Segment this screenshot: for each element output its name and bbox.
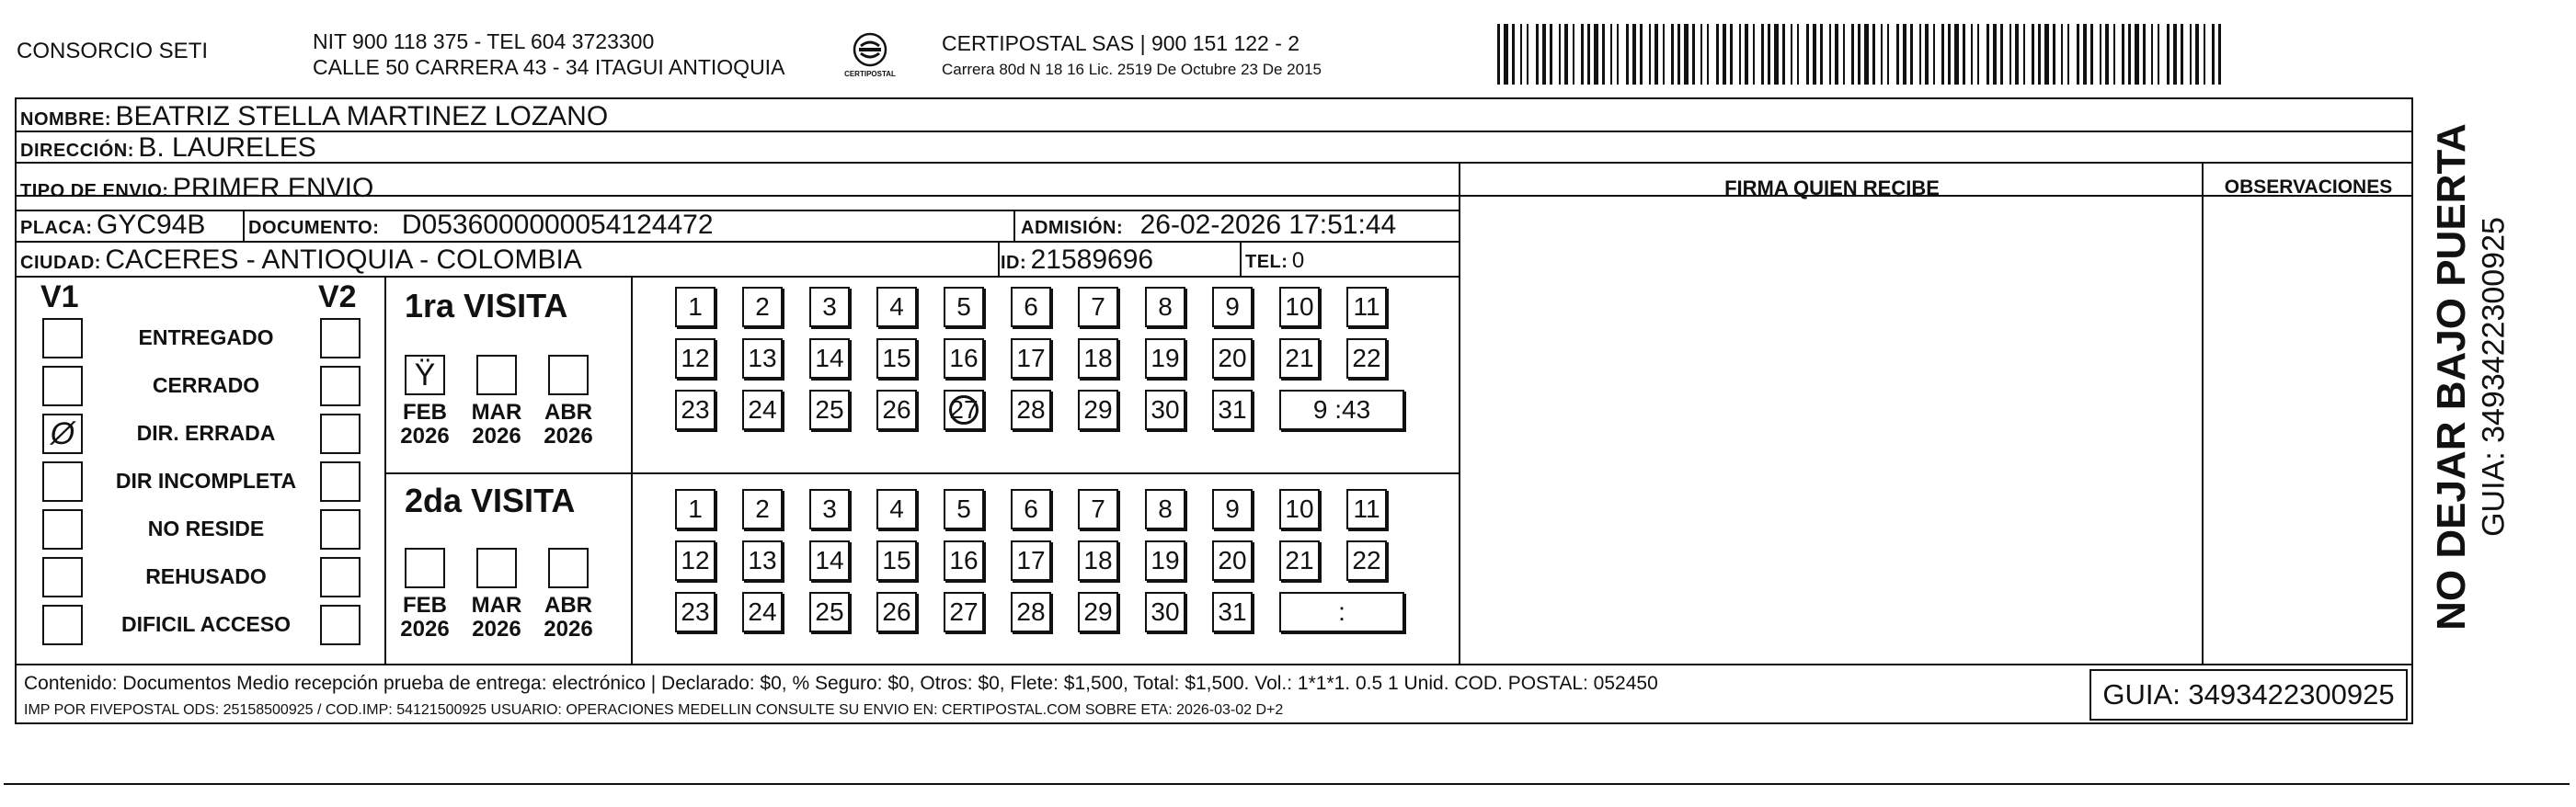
barcode-bar: [1640, 24, 1643, 85]
status-label: CERRADO: [152, 373, 260, 397]
barcode-bar: [2151, 24, 2153, 85]
barcode-bar: [1671, 24, 1674, 85]
year-label: 2026: [472, 617, 521, 642]
barcode-bar: [1768, 24, 1770, 85]
barcode-bar: [1581, 24, 1584, 85]
barcode-bar: [1813, 24, 1816, 85]
barcode-bar: [1806, 24, 1809, 85]
day-cell[interactable]: 23: [675, 592, 716, 632]
v2-checkbox[interactable]: [320, 318, 361, 358]
barcode-bar: [2181, 24, 2183, 85]
barcode-bar: [1745, 24, 1748, 85]
barcode-bar: [1654, 24, 1658, 85]
admision-value: 26-02-2026 17:51:44: [1139, 210, 1397, 240]
barcode-bar: [2173, 24, 2177, 85]
v1-checkbox[interactable]: [42, 557, 83, 597]
nombre-label: NOMBRE:: [20, 109, 112, 130]
v2-checkbox[interactable]: [320, 414, 361, 454]
day-cell[interactable]: 15: [876, 338, 917, 379]
day-cell[interactable]: 19: [1145, 540, 1185, 581]
month-checkbox[interactable]: [548, 355, 589, 395]
barcode-bar: [2218, 24, 2221, 85]
day-cell[interactable]: 17: [1011, 540, 1051, 581]
barcode-bar: [1504, 24, 1508, 85]
barcode-bar: [2067, 24, 2069, 85]
guia-box: GUIA: 3493422300925: [2089, 669, 2408, 721]
day-cell[interactable]: 17: [1011, 338, 1051, 379]
day-cell[interactable]: 11: [1346, 287, 1387, 327]
v1-checkbox[interactable]: Ø: [42, 414, 83, 454]
time-cell[interactable]: 9 :43: [1279, 390, 1404, 430]
day-cell[interactable]: 6: [1011, 489, 1051, 529]
day-cell[interactable]: 29: [1078, 390, 1118, 430]
side-guia: GUIA: 3493422300925: [2476, 217, 2512, 537]
v1-checkbox[interactable]: [42, 366, 83, 406]
barcode-bar: [1782, 24, 1785, 85]
barcode-bar: [1684, 24, 1689, 85]
day-cell[interactable]: 18: [1078, 540, 1118, 581]
nombre-value: BEATRIZ STELLA MARTINEZ LOZANO: [115, 101, 609, 131]
barcode-bar: [1948, 24, 1951, 85]
v1-checkbox[interactable]: [42, 318, 83, 358]
day-cell[interactable]: 16: [944, 338, 984, 379]
barcode-bar: [1919, 24, 1921, 85]
day-cell[interactable]: 1: [675, 287, 716, 327]
status-label: REHUSADO: [145, 564, 267, 588]
barcode-bar: [1512, 24, 1515, 85]
year-label: 2026: [400, 617, 450, 642]
barcode-bar: [1632, 24, 1636, 85]
day-cell[interactable]: 31: [1212, 592, 1253, 632]
barcode-bar: [1829, 24, 1831, 85]
tipo-value: PRIMER ENVIO: [172, 173, 374, 203]
barcode-bar: [1707, 24, 1709, 85]
month-label: FEB: [403, 593, 447, 618]
ciudad-label: CIUDAD:: [20, 253, 101, 273]
barcode-bar: [2000, 24, 2003, 85]
placa-value: GYC94B: [97, 210, 206, 240]
barcode-bar: [1587, 24, 1590, 85]
day-cell[interactable]: 4: [876, 287, 917, 327]
v1-checkbox[interactable]: [42, 509, 83, 550]
barcode-bar: [1954, 24, 1959, 85]
direccion-value: B. LAURELES: [138, 132, 316, 163]
day-cell[interactable]: 14: [809, 540, 850, 581]
day-cell[interactable]: 8: [1145, 489, 1185, 529]
carrier-line: CERTIPOSTAL SAS | 900 151 122 - 2: [942, 31, 1300, 55]
barcode-bar: [2105, 24, 2109, 85]
barcode-bar: [1872, 24, 1875, 85]
barcode-bar: [1610, 24, 1612, 85]
status-label: DIR. ERRADA: [136, 421, 276, 445]
month-checkbox[interactable]: [405, 548, 445, 588]
barcode-bar: [1700, 24, 1702, 85]
barcode-bar: [2009, 24, 2011, 85]
barcode-bar: [2032, 24, 2034, 85]
day-cell[interactable]: 14: [809, 338, 850, 379]
ciudad-value: CACERES - ANTIOQUIA - COLOMBIA: [105, 244, 582, 275]
barcode-bar: [1564, 24, 1568, 85]
day-cell[interactable]: 28: [1011, 592, 1051, 632]
barcode-bar: [1925, 24, 1929, 85]
v2-checkbox[interactable]: [320, 605, 361, 645]
company-address: CALLE 50 CARRERA 43 - 34 ITAGUI ANTIOQUIA: [313, 55, 785, 79]
barcode-bar: [2077, 24, 2079, 85]
day-cell[interactable]: 20: [1212, 540, 1253, 581]
company-name: CONSORCIO SETI: [17, 39, 209, 63]
barcode-bar: [2023, 24, 2025, 85]
barcode-bar: [1977, 24, 1979, 85]
barcode-bar: [1887, 24, 1889, 85]
barcode-bar: [1594, 24, 1598, 85]
day-cell[interactable]: 26: [876, 592, 917, 632]
v2-checkbox[interactable]: [320, 557, 361, 597]
day-cell[interactable]: 26: [876, 390, 917, 430]
day-cell[interactable]: 1: [675, 489, 716, 529]
day-cell[interactable]: 2: [742, 489, 783, 529]
day-mark: [949, 395, 979, 425]
barcode-bar: [2190, 24, 2192, 85]
barcode-bar: [1843, 24, 1845, 85]
barcode-bar: [2083, 24, 2087, 85]
tel-value: 0: [1291, 248, 1305, 273]
documento-value: D0536000000054124472: [401, 210, 714, 240]
barcode-bar: [1896, 24, 1899, 85]
side-warning: NO DEJAR BAJO PUERTA: [2429, 123, 2474, 631]
status-label: ENTREGADO: [138, 325, 274, 349]
carrier-address: Carrera 80d N 18 16 Lic. 2519 De Octubre 23 De 2015: [942, 61, 1322, 78]
year-label: 2026: [400, 424, 450, 449]
barcode-bar: [1626, 24, 1629, 85]
v2-checkbox[interactable]: [320, 461, 361, 502]
ciudad-row: [20, 244, 582, 276]
barcode-bar: [1858, 24, 1860, 85]
placa-row: [20, 210, 205, 241]
logo-caption: CERTIPOSTAL: [844, 70, 896, 78]
barcode-bar: [2204, 24, 2205, 85]
v2-checkbox[interactable]: [320, 366, 361, 406]
day-cell[interactable]: 10: [1279, 287, 1320, 327]
day-cell[interactable]: 13: [742, 540, 783, 581]
day-cell[interactable]: 9: [1212, 489, 1253, 529]
barcode-bar: [1797, 24, 1799, 85]
barcode-bar: [1677, 24, 1680, 85]
day-cell[interactable]: 10: [1279, 489, 1320, 529]
barcode-bar: [2053, 24, 2055, 85]
barcode-bar: [2044, 24, 2049, 85]
day-cell[interactable]: 5: [944, 287, 984, 327]
day-cell[interactable]: 2: [742, 287, 783, 327]
day-cell[interactable]: 7: [1078, 287, 1118, 327]
barcode-bar: [1864, 24, 1869, 85]
barcode-bar: [1716, 24, 1719, 85]
barcode-bar: [1573, 24, 1574, 85]
barcode-bar: [1536, 24, 1539, 85]
day-cell[interactable]: 11: [1346, 489, 1387, 529]
id-value: 21589696: [1030, 244, 1154, 275]
barcode-bar: [1617, 24, 1619, 85]
barcode-bar: [1761, 24, 1764, 85]
barcode-bar: [2212, 24, 2215, 85]
barcode-bar: [1971, 24, 1973, 85]
barcode-bar: [1986, 24, 1989, 85]
day-cell[interactable]: 31: [1212, 390, 1253, 430]
day-cell[interactable]: 12: [675, 338, 716, 379]
footer-imp: IMP POR FIVEPOSTAL ODS: 25158500925 / COD.IMP: 54121500925 USUARIO: OPERACIONES MEDELLIN CONSULTE SU ENVIO EN: CERTIPOSTAL.COM SOBRE ETA: 2026-03-02 D+2: [24, 702, 1284, 718]
direccion-row: [20, 132, 316, 164]
tipo-label: TIPO DE ENVIO:: [20, 181, 169, 201]
barcode-bar: [1820, 24, 1823, 85]
month-label: ABR: [544, 593, 592, 618]
day-cell[interactable]: 22: [1346, 338, 1387, 379]
month-label: MAR: [471, 593, 522, 618]
year-label: 2026: [544, 424, 593, 449]
day-cell[interactable]: 12: [675, 540, 716, 581]
day-cell[interactable]: 21: [1279, 338, 1320, 379]
barcode-bar: [2100, 24, 2101, 85]
year-label: 2026: [472, 424, 521, 449]
status-label: NO RESIDE: [147, 517, 265, 540]
barcode-bar: [1835, 24, 1838, 85]
barcode-bar: [1753, 24, 1755, 85]
barcode-bar: [1791, 24, 1792, 85]
direccion-label: DIRECCIÓN:: [20, 141, 134, 161]
status-label: DIFICIL ACCESO: [120, 612, 291, 636]
barcode-bar: [1520, 24, 1522, 85]
certipostal-logo: [835, 31, 905, 83]
day-cell[interactable]: 21: [1279, 540, 1320, 581]
barcode-bar: [1692, 24, 1695, 85]
barcode-bar: [1602, 24, 1605, 85]
barcode-bar: [1559, 24, 1561, 85]
status-label: DIR INCOMPLETA: [115, 469, 297, 493]
day-cell[interactable]: 30: [1145, 592, 1185, 632]
day-cell[interactable]: 4: [876, 489, 917, 529]
barcode-bar: [1910, 24, 1913, 85]
time-cell[interactable]: :: [1279, 592, 1404, 632]
barcode-bar: [2195, 24, 2199, 85]
month-label: MAR: [471, 400, 522, 425]
documento-row: [248, 210, 714, 241]
firma-header: FIRMA QUIEN RECIBE: [1724, 176, 1940, 199]
barcode-bar: [1730, 24, 1733, 85]
v2-checkbox[interactable]: [320, 509, 361, 550]
day-cell[interactable]: 19: [1145, 338, 1185, 379]
barcode-bar: [1497, 24, 1500, 85]
admision-label: ADMISIÓN:: [1021, 218, 1124, 238]
barcode-bar: [2061, 24, 2063, 85]
day-cell[interactable]: 30: [1145, 390, 1185, 430]
documento-label: DOCUMENTO:: [248, 218, 380, 238]
barcode-bar: [2158, 24, 2159, 85]
id-row: [1001, 244, 1153, 276]
barcode-bar: [1963, 24, 1965, 85]
admision-row: [1021, 210, 1396, 241]
day-cell[interactable]: 27: [944, 592, 984, 632]
month-checkbox[interactable]: Ÿ: [405, 355, 445, 395]
day-cell[interactable]: 29: [1078, 592, 1118, 632]
visit2-title: 2da VISITA: [405, 482, 576, 519]
barcode-bar: [2143, 24, 2146, 85]
v1-checkbox[interactable]: [42, 605, 83, 645]
barcode-bar: [1542, 24, 1546, 85]
day-cell[interactable]: 9: [1212, 287, 1253, 327]
barcode-bar: [2113, 24, 2115, 85]
day-cell[interactable]: 7: [1078, 489, 1118, 529]
day-cell[interactable]: 24: [742, 390, 783, 430]
day-cell[interactable]: 24: [742, 592, 783, 632]
barcode-bar: [1649, 24, 1651, 85]
barcode-bar: [1774, 24, 1779, 85]
barcode-bar: [1550, 24, 1552, 85]
visit1-title: 1ra VISITA: [405, 287, 568, 324]
barcode-bar: [2090, 24, 2093, 85]
month-label: ABR: [544, 400, 592, 425]
barcode-bar: [1993, 24, 1997, 85]
month-checkbox[interactable]: [476, 548, 517, 588]
barcode-bar: [1663, 24, 1665, 85]
barcode-bar: [1933, 24, 1935, 85]
day-cell[interactable]: 25: [809, 592, 850, 632]
id-label: ID:: [1001, 253, 1027, 273]
barcode-bar: [1903, 24, 1906, 85]
year-label: 2026: [544, 617, 593, 642]
observaciones-header: OBSERVACIONES: [2224, 176, 2393, 198]
barcode-bar: [1881, 24, 1883, 85]
day-cell[interactable]: 18: [1078, 338, 1118, 379]
barcode-bar: [1723, 24, 1726, 85]
tipo-row: [20, 173, 373, 204]
v1-checkbox[interactable]: [42, 461, 83, 502]
day-cell[interactable]: 23: [675, 390, 716, 430]
tel-row: [1245, 248, 1304, 274]
barcode: [1497, 24, 2233, 85]
barcode-bar: [2015, 24, 2019, 85]
day-cell[interactable]: 20: [1212, 338, 1253, 379]
barcode-bar: [1851, 24, 1854, 85]
tel-label: TEL:: [1245, 252, 1288, 272]
barcode-bar: [2038, 24, 2041, 85]
day-cell[interactable]: 15: [876, 540, 917, 581]
nombre-row: [20, 101, 608, 132]
barcode-bar: [2128, 24, 2131, 85]
outer-bottom-line: [4, 783, 2570, 785]
day-cell[interactable]: 8: [1145, 287, 1185, 327]
month-label: FEB: [403, 400, 447, 425]
barcode-bar: [2135, 24, 2139, 85]
barcode-bar: [2167, 24, 2170, 85]
barcode-bar: [1941, 24, 1944, 85]
day-cell[interactable]: 25: [809, 390, 850, 430]
day-cell[interactable]: 13: [742, 338, 783, 379]
day-cell[interactable]: 28: [1011, 390, 1051, 430]
placa-label: PLACA:: [20, 218, 93, 238]
day-cell[interactable]: 5: [944, 489, 984, 529]
barcode-bar: [1527, 24, 1528, 85]
month-checkbox[interactable]: [548, 548, 589, 588]
nit-line: NIT 900 118 375 - TEL 604 3723300: [313, 29, 655, 53]
footer-content: Contenido: Documentos Medio recepción prueba de entrega: electrónico | Declarado: $0, % Seguro: $0, Otros: $0, Flete: $1,500, Total: $1,500. Vol.: 1*1*1. 0.5 1 Unid. COD. POSTAL: 052450: [24, 673, 1658, 694]
day-cell[interactable]: 3: [809, 489, 850, 529]
day-cell[interactable]: 3: [809, 287, 850, 327]
day-cell[interactable]: 16: [944, 540, 984, 581]
barcode-bar: [2122, 24, 2124, 85]
day-cell[interactable]: 6: [1011, 287, 1051, 327]
v2-label: V2: [318, 279, 357, 314]
day-cell[interactable]: 22: [1346, 540, 1387, 581]
barcode-bar: [1739, 24, 1741, 85]
v1-label: V1: [40, 279, 79, 314]
day-cell[interactable]: 27: [944, 390, 984, 430]
month-checkbox[interactable]: [476, 355, 517, 395]
